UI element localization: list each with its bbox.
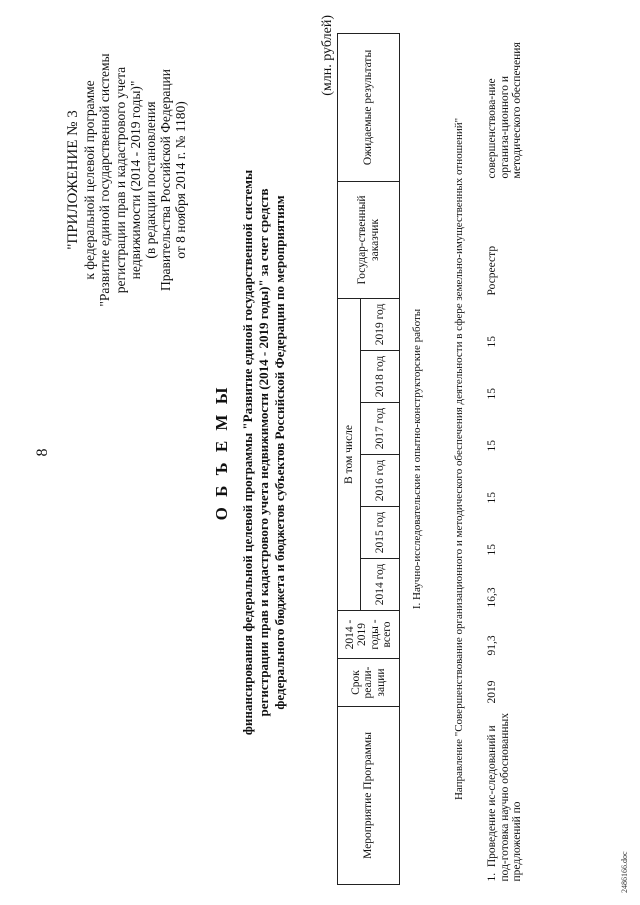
- header-results: Ожидаемые результаты: [338, 33, 400, 181]
- direction-title: Направление "Совершенствование организационного и методического обеспечения деятельности в сфере земельно-имущественных отношений": [453, 117, 465, 801]
- row-customer: Росреестр: [486, 245, 498, 296]
- header-year: 2015 год: [361, 507, 400, 559]
- row-year-value: 15: [486, 492, 498, 504]
- title-heading: О Б Ъ Е М Ы: [212, 384, 231, 521]
- header-year: 2014 год: [361, 559, 400, 611]
- table-row: [484, 33, 526, 884]
- title-line: финансирования федеральной целевой программы "Развитие единой государственной системы: [240, 169, 255, 736]
- row-year-value: 15: [486, 440, 498, 452]
- units-label: (млн. рублей): [320, 15, 335, 96]
- row-activity: [484, 707, 526, 885]
- appendix-block: [66, 15, 189, 345]
- appendix-line: от 8 ноября 2014 г. № 1180): [173, 101, 189, 259]
- document-title: [212, 0, 288, 905]
- title-line: федерального бюджета и бюджетов субъектов Российской Федерации по мероприятиям: [272, 195, 287, 710]
- document-code: 2486166.doc: [620, 851, 629, 893]
- row-total: 91,3: [486, 635, 498, 656]
- appendix-line: к федеральной целевой программе: [82, 80, 98, 280]
- row-number: 1.: [486, 872, 498, 882]
- row-year-value: 15: [486, 336, 498, 348]
- row-results: совершенствова-ние организа-ционного и методического обеспечения: [486, 42, 523, 179]
- header-activity: Мероприятие Программы: [338, 707, 400, 885]
- row-year-value: 16,3: [486, 587, 498, 608]
- header-customer: Государ-ственный заказчик: [338, 181, 400, 298]
- header-total: 2014 - 2019 годы - всего: [338, 611, 400, 659]
- appendix-line: (в редакции постановления: [143, 101, 159, 259]
- appendix-title: "ПРИЛОЖЕНИЕ № 3: [65, 110, 81, 250]
- header-year: 2017 год: [361, 403, 400, 455]
- row-year-value: 15: [486, 388, 498, 400]
- title-line: регистрации прав и кадастрового учета недвижимости (2014 - 2019 годы)" за счет средств: [256, 188, 271, 717]
- appendix-line: "Развитие единой государственной системы: [97, 53, 113, 307]
- row-year-value: 15: [486, 544, 498, 556]
- header-term: Срок реали-зации: [338, 659, 400, 707]
- section-title: I. Научно-исследовательские и опытно-конструкторские работы: [410, 308, 423, 610]
- header-year: 2019 год: [361, 298, 400, 350]
- appendix-line: недвижимости (2014 - 2019 годы)": [127, 80, 143, 280]
- section-row: [400, 33, 435, 884]
- header-including: В том числе: [338, 298, 361, 610]
- page-number: 8: [34, 448, 51, 457]
- direction-row: [434, 33, 484, 884]
- appendix-line: Правительства Российской Федерации: [158, 69, 174, 291]
- header-year: 2016 год: [361, 455, 400, 507]
- header-year: 2018 год: [361, 351, 400, 403]
- row-term: 2019: [486, 680, 498, 704]
- funding-table: [337, 34, 526, 885]
- appendix-line: регистрации прав и кадастрового учета: [112, 66, 128, 294]
- row-activity-text: Проведение ис-следований и под-готовка научно обоснованных предложений по: [486, 712, 523, 882]
